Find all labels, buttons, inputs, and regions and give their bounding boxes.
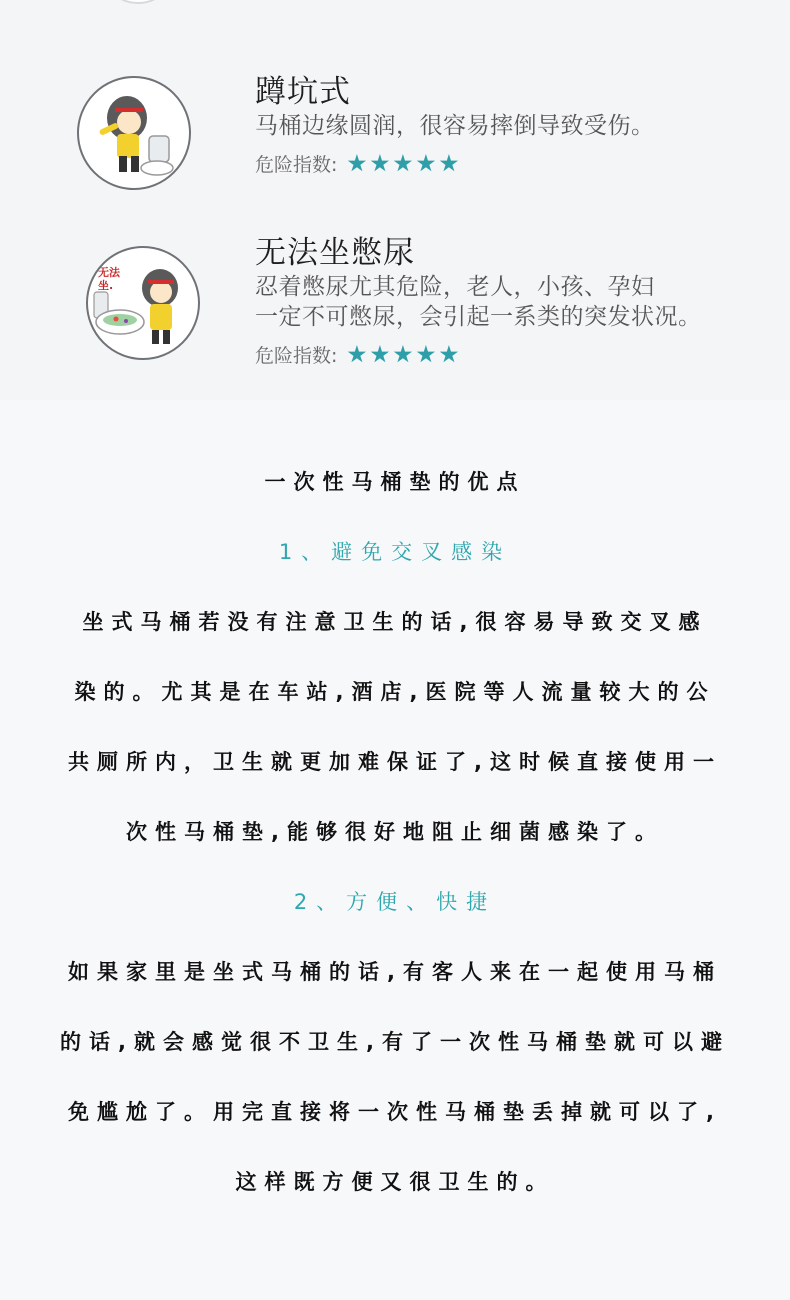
paragraph-line: 这样既方便又很卫生的。 [235,1170,555,1194]
danger-rating [255,150,458,177]
advantage-heading: 2、方便、快捷 [293,890,497,914]
item-description-line: 忍着憋尿尤其危险，老人，小孩、孕妇 [255,274,655,300]
star-icon [347,154,366,173]
star-icon [439,154,458,173]
paragraph-line: 如果家里是坐式马桶的话,有客人来在一起使用马桶 [68,960,722,984]
holding-urine-cartoon-badge [86,246,200,360]
danger-stars [347,154,458,173]
paragraph-line: 染的。尤其是在车站,酒店,医院等人流量较大的公 [74,680,716,704]
star-icon [347,345,366,364]
star-icon [370,154,389,173]
badge-caption: 无法坐. [98,266,120,292]
holding-urine-cartoon-image [88,248,198,358]
star-icon [439,345,458,364]
danger-stars [347,345,458,364]
item-description-line: 一定不可憋尿，会引起一系类的突发状况。 [255,304,702,330]
item-title: 无法坐憋尿 [255,235,415,271]
danger-label: 危险指数: [255,154,338,176]
star-icon [416,154,435,173]
star-icon [416,345,435,364]
star-icon [370,345,389,364]
danger-label: 危险指数: [255,345,338,367]
paragraph-line: 次性马桶垫,能够很好地阻止细菌感染了。 [126,820,664,844]
paragraph-line: 免尴尬了。用完直接将一次性马桶垫丢掉就可以了, [68,1100,722,1124]
paragraph-line: 坐式马桶若没有注意卫生的话,很容易导致交叉感 [82,610,708,634]
squatting-cartoon-image [79,78,189,188]
section-title: 一次性马桶垫的优点 [264,470,526,494]
advantage-heading: 1、避免交叉感染 [278,540,512,564]
paragraph-line: 共厕所内，卫生就更加难保证了,这时候直接使用一 [68,750,722,774]
squatting-cartoon-badge [77,76,191,190]
danger-rating [255,341,458,368]
item-description: 马桶边缘圆润，很容易摔倒导致受伤。 [255,113,655,139]
star-icon [393,154,412,173]
advantages-panel [0,400,790,1300]
paragraph-line: 的话,就会感觉很不卫生,有了一次性马桶垫就可以避 [60,1030,730,1054]
item-title: 蹲坑式 [255,74,351,110]
star-icon [393,345,412,364]
